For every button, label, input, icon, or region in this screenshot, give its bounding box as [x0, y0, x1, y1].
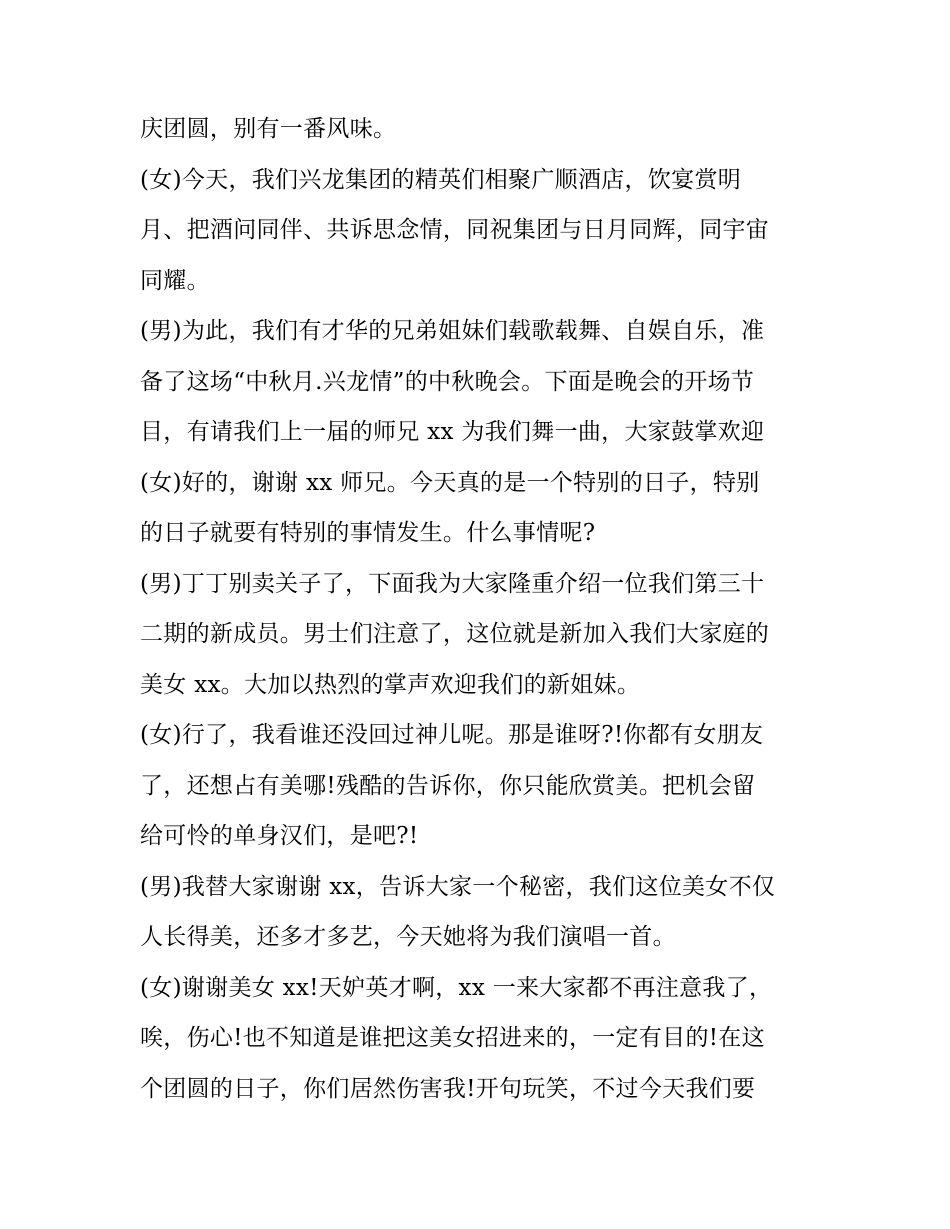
text-line: 唉，伤心!也不知道是谁把这美女招进来的，一定有目的!在这: [140, 1025, 765, 1051]
text-line: 庆团圆，别有一番风味。: [140, 116, 397, 142]
text-line: (男)我替大家谢谢 xx，告诉大家一个秘密，我们这位美女不仅: [140, 873, 776, 900]
text-line: (女)今天，我们兴龙集团的精英们相聚广顺酒店，饮宴赏明: [140, 166, 742, 193]
text-line: 目，有请我们上一届的师兄 xx 为我们舞一曲，大家鼓掌欢迎: [140, 419, 765, 445]
text-line: (男)丁丁别卖关子了，下面我为大家隆重介绍一位我们第三十: [140, 570, 765, 597]
text-line: 月、把酒问同伴、共诉思念情，同祝集团与日月同辉，同宇宙: [140, 217, 770, 243]
text-line: (女)谢谢美女 xx!天妒英才啊，xx 一来大家都不再注意我了，: [140, 974, 773, 1001]
text-line: (女)行了，我看谁还没回过神儿呢。那是谁呀?!你都有女朋友: [140, 722, 764, 748]
text-line: 给可怜的单身汉们，是吧?!: [140, 823, 419, 849]
text-line: 二期的新成员。男士们注意了，这位就是新加入我们大家庭的: [140, 621, 770, 647]
text-line: 美女 xx。大加以热烈的掌声欢迎我们的新姐妹。: [140, 671, 641, 698]
text-line: 个团圆的日子，你们居然伤害我!开句玩笑，不过今天我们要: [140, 1075, 756, 1102]
text-line: 同耀。: [140, 267, 210, 294]
text-line: 的日子就要有特别的事情发生。什么事情呢?: [140, 520, 596, 546]
text-line: 了，还想占有美哪!残酷的告诉你，你只能欣赏美。把机会留: [140, 772, 756, 799]
document-body-text: [140, 104, 830, 1114]
text-line: 备了这场“中秋月.兴龙情”的中秋晚会。下面是晚会的开场节: [140, 368, 755, 395]
text-line: (女)好的，谢谢 xx 师兄。今天真的是一个特别的日子，特别: [140, 469, 760, 496]
text-line: (男)为此，我们有才华的兄弟姐妹们载歌载舞、自娱自乐，准: [140, 318, 765, 344]
text-line: 人长得美，还多才多艺，今天她将为我们演唱一首。: [140, 924, 676, 950]
